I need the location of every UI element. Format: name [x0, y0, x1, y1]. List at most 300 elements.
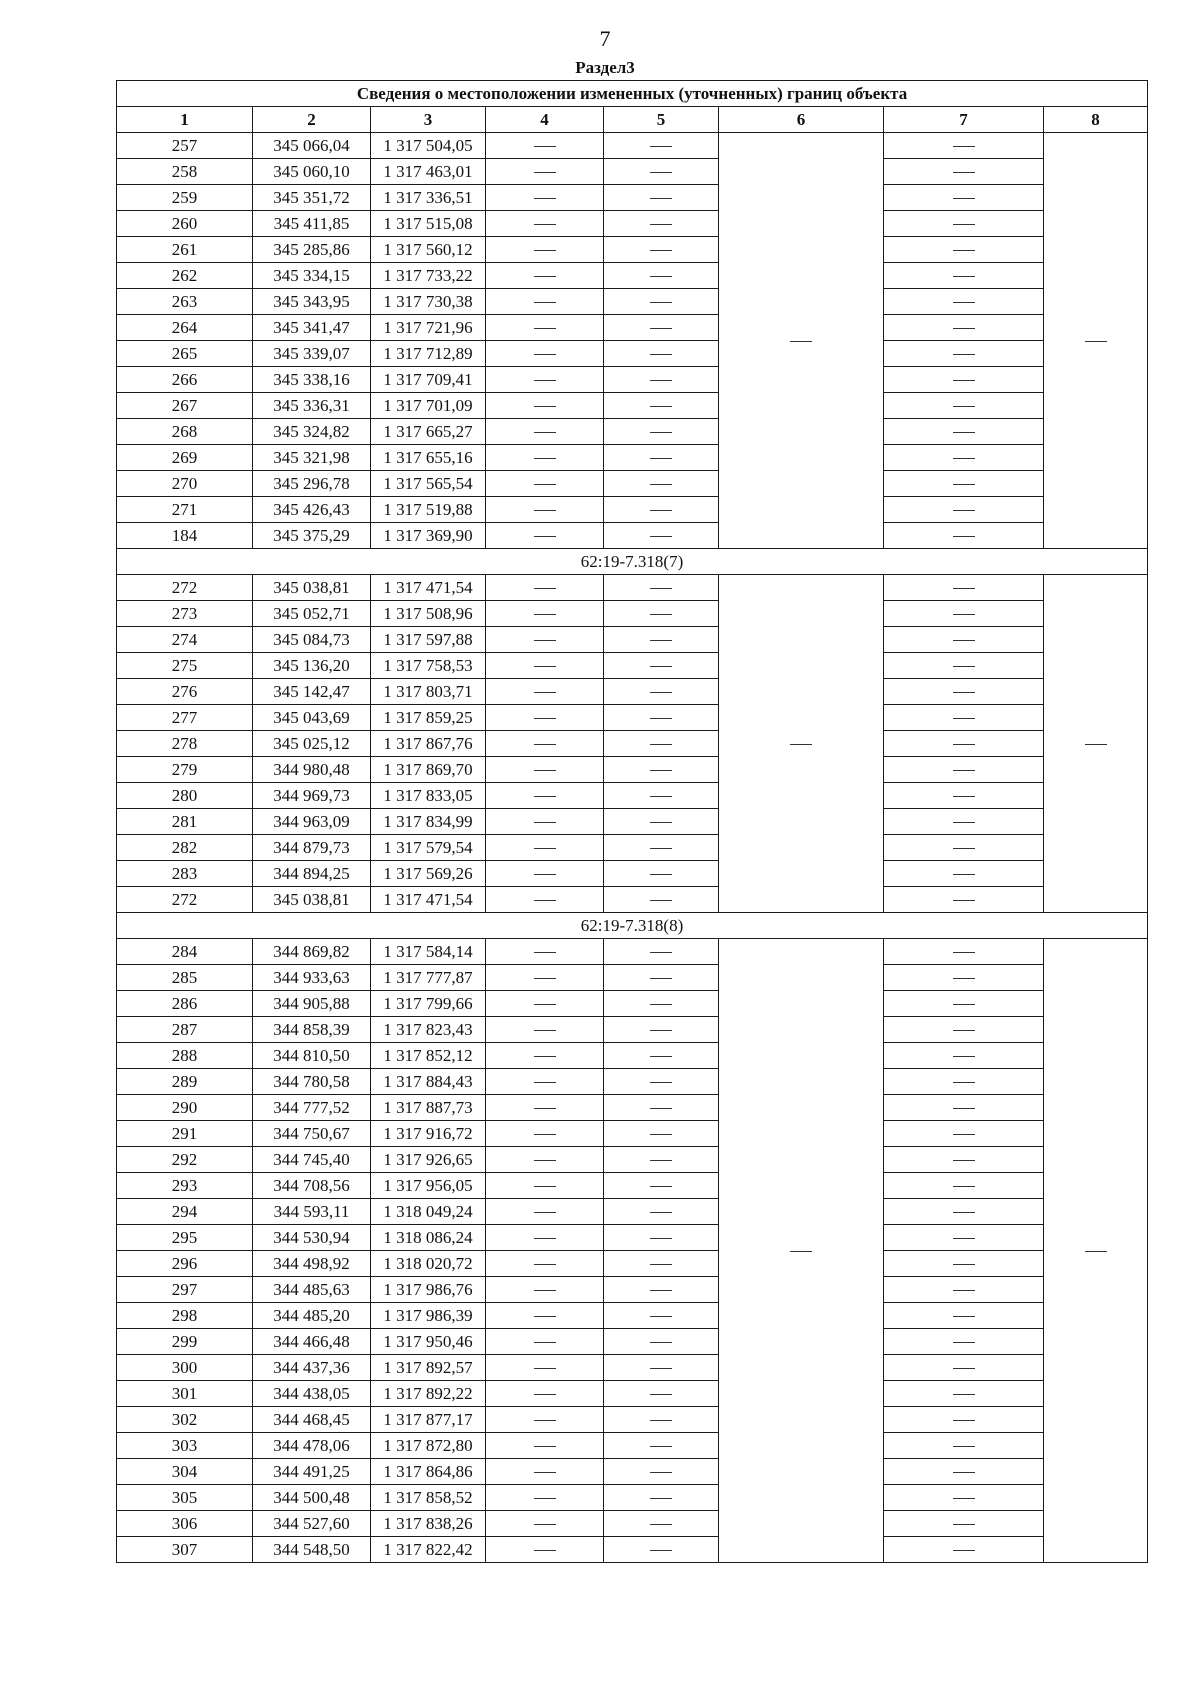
point-number-cell: 285 [117, 965, 253, 991]
dash-mark [534, 1550, 556, 1551]
dash-mark [953, 874, 975, 875]
dash-mark [534, 354, 556, 355]
y-coordinate-cell: 1 317 858,52 [371, 1485, 486, 1511]
x-coordinate-cell: 345 336,31 [253, 393, 371, 419]
x-coordinate-cell: 344 858,39 [253, 1017, 371, 1043]
table-row [117, 965, 1148, 991]
column-7-cell [884, 1303, 1044, 1329]
dash-mark [650, 588, 672, 589]
column-5-cell [604, 1329, 719, 1355]
point-number-cell: 259 [117, 185, 253, 211]
column-7-cell [884, 1459, 1044, 1485]
dash-mark [650, 796, 672, 797]
x-coordinate-cell: 344 437,36 [253, 1355, 371, 1381]
y-coordinate-cell: 1 317 833,05 [371, 783, 486, 809]
table-row [117, 1017, 1148, 1043]
column-4-cell [486, 263, 604, 289]
table-row [117, 367, 1148, 393]
column-7-cell [884, 627, 1044, 653]
column-5-cell [604, 705, 719, 731]
column-4-cell [486, 1511, 604, 1537]
column-5-cell [604, 1485, 719, 1511]
table-row [117, 1459, 1148, 1485]
page-number: 7 [599, 26, 611, 51]
table-row [117, 1511, 1148, 1537]
dash-mark [534, 510, 556, 511]
y-coordinate-cell: 1 317 777,87 [371, 965, 486, 991]
dash-mark [953, 718, 975, 719]
column-5-cell [604, 1043, 719, 1069]
column-5-cell [604, 679, 719, 705]
x-coordinate-cell: 345 343,95 [253, 289, 371, 315]
y-coordinate-cell: 1 317 569,26 [371, 861, 486, 887]
x-coordinate-cell: 345 341,47 [253, 315, 371, 341]
dash-mark [534, 328, 556, 329]
column-8-merged-cell [1044, 939, 1148, 1563]
table-row [117, 627, 1148, 653]
column-4-cell [486, 601, 604, 627]
point-number-cell: 265 [117, 341, 253, 367]
x-coordinate-cell: 345 324,82 [253, 419, 371, 445]
dash-mark [534, 1446, 556, 1447]
column-5-cell [604, 1225, 719, 1251]
point-number-cell: 304 [117, 1459, 253, 1485]
column-4-cell [486, 471, 604, 497]
x-coordinate-cell: 344 879,73 [253, 835, 371, 861]
dash-mark [534, 1524, 556, 1525]
table-caption: Сведения о местоположении измененных (уточненных) границ объекта [117, 81, 1148, 107]
dash-mark [534, 1342, 556, 1343]
column-7-cell [884, 1069, 1044, 1095]
x-coordinate-cell: 345 375,29 [253, 523, 371, 549]
table-row [117, 1251, 1148, 1277]
column-4-cell [486, 1121, 604, 1147]
point-number-cell: 261 [117, 237, 253, 263]
dash-mark [650, 692, 672, 693]
point-number-cell: 275 [117, 653, 253, 679]
dash-mark [534, 692, 556, 693]
dash-mark [534, 614, 556, 615]
column-7-cell [884, 601, 1044, 627]
point-number-cell: 298 [117, 1303, 253, 1329]
column-5-cell [604, 1147, 719, 1173]
dash-mark [650, 1056, 672, 1057]
dash-mark [953, 692, 975, 693]
dash-mark [790, 341, 812, 342]
x-coordinate-cell: 344 780,58 [253, 1069, 371, 1095]
x-coordinate-cell: 344 980,48 [253, 757, 371, 783]
dash-mark [534, 406, 556, 407]
x-coordinate-cell: 344 750,67 [253, 1121, 371, 1147]
dash-mark [953, 458, 975, 459]
table-row [117, 1069, 1148, 1095]
dash-mark [534, 1420, 556, 1421]
x-coordinate-cell: 345 025,12 [253, 731, 371, 757]
column-5-cell [604, 809, 719, 835]
dash-mark [534, 1030, 556, 1031]
y-coordinate-cell: 1 317 597,88 [371, 627, 486, 653]
dash-mark [534, 1472, 556, 1473]
column-5-cell [604, 289, 719, 315]
table-row [117, 1199, 1148, 1225]
dash-mark [650, 1550, 672, 1551]
dash-mark [953, 302, 975, 303]
table-row [117, 1537, 1148, 1563]
table-row [117, 1303, 1148, 1329]
dash-mark [650, 328, 672, 329]
column-5-cell [604, 1251, 719, 1277]
column-header: 5 [604, 107, 719, 133]
table-row [117, 341, 1148, 367]
column-5-cell [604, 991, 719, 1017]
dash-mark [953, 1472, 975, 1473]
column-5-cell [604, 133, 719, 159]
dash-mark [1085, 744, 1107, 745]
column-5-cell [604, 887, 719, 913]
y-coordinate-cell: 1 317 709,41 [371, 367, 486, 393]
section-title: Раздел3 [575, 58, 635, 77]
group-header-row [117, 913, 1148, 939]
x-coordinate-cell: 345 334,15 [253, 263, 371, 289]
column-7-cell [884, 1433, 1044, 1459]
dash-mark [953, 146, 975, 147]
dash-mark [953, 1082, 975, 1083]
dash-mark [650, 1004, 672, 1005]
column-7-cell [884, 185, 1044, 211]
dash-mark [534, 588, 556, 589]
point-number-cell: 292 [117, 1147, 253, 1173]
y-coordinate-cell: 1 317 864,86 [371, 1459, 486, 1485]
dash-mark [953, 744, 975, 745]
column-4-cell [486, 367, 604, 393]
table-row [117, 653, 1148, 679]
y-coordinate-cell: 1 317 823,43 [371, 1017, 486, 1043]
column-header: 8 [1044, 107, 1148, 133]
column-4-cell [486, 1303, 604, 1329]
table-row [117, 263, 1148, 289]
column-7-cell [884, 315, 1044, 341]
dash-mark [650, 1342, 672, 1343]
dash-mark [953, 1420, 975, 1421]
column-4-cell [486, 1199, 604, 1225]
table-row [117, 1355, 1148, 1381]
dash-mark [650, 1030, 672, 1031]
column-5-cell [604, 1199, 719, 1225]
table-row [117, 757, 1148, 783]
dash-mark [650, 146, 672, 147]
x-coordinate-cell: 345 285,86 [253, 237, 371, 263]
dash-mark [953, 822, 975, 823]
dash-mark [953, 770, 975, 771]
x-coordinate-cell: 344 777,52 [253, 1095, 371, 1121]
table-row [117, 133, 1148, 159]
dash-mark [953, 952, 975, 953]
column-4-cell [486, 1147, 604, 1173]
column-4-cell [486, 185, 604, 211]
y-coordinate-cell: 1 317 877,17 [371, 1407, 486, 1433]
column-4-cell [486, 523, 604, 549]
column-7-cell [884, 1199, 1044, 1225]
x-coordinate-cell: 345 142,47 [253, 679, 371, 705]
table-row [117, 783, 1148, 809]
table-row [117, 575, 1148, 601]
y-coordinate-cell: 1 317 519,88 [371, 497, 486, 523]
y-coordinate-cell: 1 317 892,22 [371, 1381, 486, 1407]
column-7-cell [884, 679, 1044, 705]
x-coordinate-cell: 344 500,48 [253, 1485, 371, 1511]
dash-mark [1085, 1251, 1107, 1252]
column-7-cell [884, 1277, 1044, 1303]
column-4-cell [486, 991, 604, 1017]
column-5-cell [604, 653, 719, 679]
x-coordinate-cell: 345 136,20 [253, 653, 371, 679]
column-7-cell [884, 1043, 1044, 1069]
column-7-cell [884, 783, 1044, 809]
dash-mark [1085, 341, 1107, 342]
y-coordinate-cell: 1 317 712,89 [371, 341, 486, 367]
y-coordinate-cell: 1 317 701,09 [371, 393, 486, 419]
column-5-cell [604, 835, 719, 861]
column-5-cell [604, 367, 719, 393]
column-4-cell [486, 1433, 604, 1459]
x-coordinate-cell: 344 869,82 [253, 939, 371, 965]
dash-mark [534, 1134, 556, 1135]
x-coordinate-cell: 344 969,73 [253, 783, 371, 809]
column-5-cell [604, 965, 719, 991]
x-coordinate-cell: 344 527,60 [253, 1511, 371, 1537]
column-5-cell [604, 1537, 719, 1563]
point-number-cell: 267 [117, 393, 253, 419]
column-5-cell [604, 731, 719, 757]
column-4-cell [486, 1069, 604, 1095]
column-header: 6 [719, 107, 884, 133]
column-4-cell [486, 393, 604, 419]
point-number-cell: 295 [117, 1225, 253, 1251]
dash-mark [534, 1316, 556, 1317]
column-7-cell [884, 1225, 1044, 1251]
dash-mark [953, 900, 975, 901]
y-coordinate-cell: 1 317 822,42 [371, 1537, 486, 1563]
column-6-merged-cell [719, 575, 884, 913]
dash-mark [534, 536, 556, 537]
column-4-cell [486, 835, 604, 861]
x-coordinate-cell: 344 905,88 [253, 991, 371, 1017]
point-number-cell: 268 [117, 419, 253, 445]
x-coordinate-cell: 344 963,09 [253, 809, 371, 835]
column-7-cell [884, 1407, 1044, 1433]
column-5-cell [604, 471, 719, 497]
dash-mark [953, 978, 975, 979]
y-coordinate-cell: 1 317 665,27 [371, 419, 486, 445]
y-coordinate-cell: 1 317 584,14 [371, 939, 486, 965]
dash-mark [650, 172, 672, 173]
y-coordinate-cell: 1 317 565,54 [371, 471, 486, 497]
y-coordinate-cell: 1 317 859,25 [371, 705, 486, 731]
y-coordinate-cell: 1 317 956,05 [371, 1173, 486, 1199]
dash-mark [953, 1264, 975, 1265]
table-row [117, 939, 1148, 965]
point-number-cell: 263 [117, 289, 253, 315]
column-5-cell [604, 393, 719, 419]
column-4-cell [486, 1329, 604, 1355]
dash-mark [534, 900, 556, 901]
point-number-cell: 299 [117, 1329, 253, 1355]
dash-mark [534, 1056, 556, 1057]
group-label: 62:19-7.318(8) [117, 913, 1148, 939]
x-coordinate-cell: 344 810,50 [253, 1043, 371, 1069]
y-coordinate-cell: 1 317 986,76 [371, 1277, 486, 1303]
x-coordinate-cell: 345 084,73 [253, 627, 371, 653]
dash-mark [534, 1368, 556, 1369]
table-row [117, 1329, 1148, 1355]
y-coordinate-cell: 1 317 369,90 [371, 523, 486, 549]
column-5-cell [604, 1459, 719, 1485]
column-4-cell [486, 705, 604, 731]
column-4-cell [486, 1043, 604, 1069]
dash-mark [534, 718, 556, 719]
point-number-cell: 184 [117, 523, 253, 549]
dash-mark [953, 224, 975, 225]
point-number-cell: 277 [117, 705, 253, 731]
table-row [117, 471, 1148, 497]
table-body [117, 133, 1148, 1563]
y-coordinate-cell: 1 317 721,96 [371, 315, 486, 341]
column-5-cell [604, 939, 719, 965]
x-coordinate-cell: 345 052,71 [253, 601, 371, 627]
column-4-cell [486, 1251, 604, 1277]
x-coordinate-cell: 344 466,48 [253, 1329, 371, 1355]
dash-mark [650, 510, 672, 511]
dash-mark [953, 536, 975, 537]
column-7-cell [884, 367, 1044, 393]
y-coordinate-cell: 1 317 852,12 [371, 1043, 486, 1069]
column-5-cell [604, 419, 719, 445]
column-5-cell [604, 211, 719, 237]
x-coordinate-cell: 344 894,25 [253, 861, 371, 887]
x-coordinate-cell: 344 438,05 [253, 1381, 371, 1407]
column-7-cell [884, 1017, 1044, 1043]
table-row [117, 419, 1148, 445]
dash-mark [534, 484, 556, 485]
y-coordinate-cell: 1 317 733,22 [371, 263, 486, 289]
dash-mark [650, 744, 672, 745]
column-4-cell [486, 237, 604, 263]
column-7-cell [884, 1355, 1044, 1381]
dash-mark [650, 874, 672, 875]
column-5-cell [604, 1511, 719, 1537]
column-4-cell [486, 965, 604, 991]
y-coordinate-cell: 1 317 655,16 [371, 445, 486, 471]
column-7-cell [884, 809, 1044, 835]
dash-mark [953, 588, 975, 589]
x-coordinate-cell: 345 043,69 [253, 705, 371, 731]
dash-mark [534, 172, 556, 173]
y-coordinate-cell: 1 317 515,08 [371, 211, 486, 237]
table-row [117, 809, 1148, 835]
dash-mark [534, 952, 556, 953]
column-header: 2 [253, 107, 371, 133]
dash-mark [534, 380, 556, 381]
y-coordinate-cell: 1 317 471,54 [371, 575, 486, 601]
dash-mark [953, 1212, 975, 1213]
dash-mark [953, 666, 975, 667]
group-header-row [117, 549, 1148, 575]
dash-mark [650, 406, 672, 407]
dash-mark [650, 1238, 672, 1239]
y-coordinate-cell: 1 318 049,24 [371, 1199, 486, 1225]
column-5-cell [604, 1433, 719, 1459]
dash-mark [650, 1212, 672, 1213]
y-coordinate-cell: 1 317 336,51 [371, 185, 486, 211]
dash-mark [650, 1498, 672, 1499]
column-4-cell [486, 1459, 604, 1485]
column-7-cell [884, 939, 1044, 965]
table-row [117, 1147, 1148, 1173]
column-7-cell [884, 1251, 1044, 1277]
dash-mark [534, 1160, 556, 1161]
point-number-cell: 303 [117, 1433, 253, 1459]
column-5-cell [604, 1277, 719, 1303]
point-number-cell: 284 [117, 939, 253, 965]
table-row [117, 523, 1148, 549]
column-6-merged-cell [719, 133, 884, 549]
y-coordinate-cell: 1 317 838,26 [371, 1511, 486, 1537]
column-4-cell [486, 159, 604, 185]
table-row [117, 1407, 1148, 1433]
dash-mark [953, 1446, 975, 1447]
table-row [117, 1043, 1148, 1069]
table-row [117, 1433, 1148, 1459]
column-7-cell [884, 1485, 1044, 1511]
point-number-cell: 294 [117, 1199, 253, 1225]
column-5-cell [604, 497, 719, 523]
column-4-cell [486, 939, 604, 965]
x-coordinate-cell: 345 411,85 [253, 211, 371, 237]
dash-mark [534, 432, 556, 433]
column-7-cell [884, 471, 1044, 497]
dash-mark [534, 276, 556, 277]
dash-mark [953, 1108, 975, 1109]
dash-mark [650, 1472, 672, 1473]
point-number-cell: 280 [117, 783, 253, 809]
y-coordinate-cell: 1 317 730,38 [371, 289, 486, 315]
column-header-row [117, 107, 1148, 133]
table-row [117, 1277, 1148, 1303]
x-coordinate-cell: 344 933,63 [253, 965, 371, 991]
dash-mark [650, 822, 672, 823]
column-4-cell [486, 887, 604, 913]
y-coordinate-cell: 1 317 986,39 [371, 1303, 486, 1329]
column-header: 1 [117, 107, 253, 133]
column-5-cell [604, 627, 719, 653]
column-7-cell [884, 159, 1044, 185]
column-5-cell [604, 1407, 719, 1433]
y-coordinate-cell: 1 317 884,43 [371, 1069, 486, 1095]
dash-mark [650, 1290, 672, 1291]
dash-mark [534, 1186, 556, 1187]
dash-mark [790, 1251, 812, 1252]
point-number-cell: 271 [117, 497, 253, 523]
x-coordinate-cell: 344 530,94 [253, 1225, 371, 1251]
dash-mark [650, 302, 672, 303]
column-7-cell [884, 1121, 1044, 1147]
column-header: 3 [371, 107, 486, 133]
dash-mark [534, 224, 556, 225]
dash-mark [650, 1446, 672, 1447]
table-row [117, 1485, 1148, 1511]
column-7-cell [884, 341, 1044, 367]
column-4-cell [486, 627, 604, 653]
